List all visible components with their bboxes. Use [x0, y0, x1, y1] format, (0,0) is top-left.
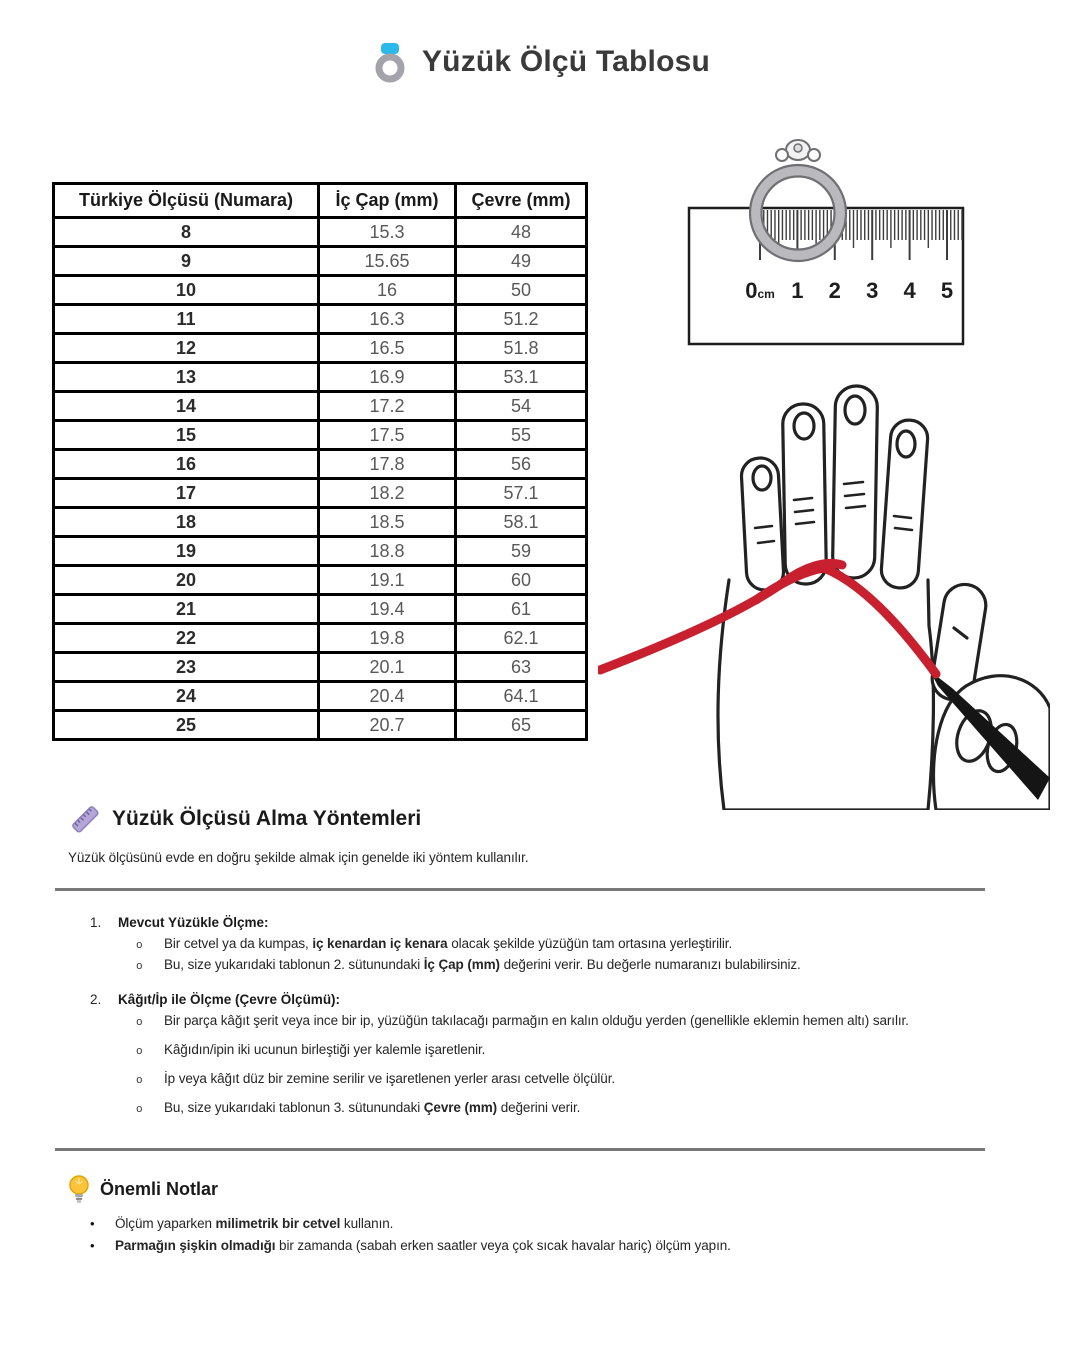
item-title: Mevcut Yüzükle Ölçme:: [118, 915, 269, 930]
item-number: 1.: [90, 915, 102, 930]
divider-line: [55, 1148, 985, 1151]
table-cell: 63: [456, 653, 587, 682]
bullet-text: Bu, size yukarıdaki tablonun 2. sütunundaki İç Çap (mm) değerini verir. Bu değerle numaranızı bulabilirsiniz.: [164, 957, 801, 972]
col-header-size: Türkiye Ölçüsü (Numara): [54, 184, 319, 218]
table-header-row: [54, 184, 587, 218]
page-title: Yüzük Ölçü Tablosu: [421, 45, 711, 78]
table-cell: 58.1: [456, 508, 587, 537]
methods-heading: [70, 804, 421, 834]
bullet-marker: o: [136, 1046, 143, 1058]
table-row: [54, 508, 587, 537]
table-cell: 14: [54, 392, 319, 421]
list-item: [136, 957, 1020, 973]
size-table-body: [54, 218, 587, 740]
table-cell: 64.1: [456, 682, 587, 711]
list-item: [136, 1100, 1020, 1116]
table-cell: 25: [54, 711, 319, 740]
table-cell: 51.8: [456, 334, 587, 363]
ruler-number: 4: [903, 278, 916, 303]
table-cell: 10: [54, 276, 319, 305]
table-cell: 16: [54, 450, 319, 479]
item-number: 2.: [90, 992, 102, 1007]
bullet-text: Bir parça kâğıt şerit veya ince bir ip, yüzüğün takılacağı parmağın en kalın olduğu yerden (genellikle eklemin hemen altı) sarılır.: [164, 1013, 909, 1028]
table-cell: 11: [54, 305, 319, 334]
hand-string-illustration: [598, 368, 1050, 810]
table-row: [54, 218, 587, 247]
table-cell: 60: [456, 566, 587, 595]
table-row: [54, 682, 587, 711]
table-cell: 17: [54, 479, 319, 508]
table-cell: 55: [456, 421, 587, 450]
bullet-text: İp veya kâğıt düz bir zemine serilir ve işaretlenen yerler arası cetvelle ölçülür.: [164, 1071, 616, 1086]
methods-intro: Yüzük ölçüsünü evde en doğru şekilde almak için genelde iki yöntem kullanılır.: [68, 850, 529, 865]
table-cell: 21: [54, 595, 319, 624]
table-cell: 20.1: [319, 653, 456, 682]
bullet-marker: o: [136, 1075, 143, 1087]
table-row: [54, 421, 587, 450]
table-row: [54, 450, 587, 479]
bullet-text: Parmağın şişkin olmadığı bir zamanda (sabah erken saatler veya çok sıcak havalar hariç) ölçüm yapın.: [115, 1238, 731, 1253]
table-row: [54, 566, 587, 595]
table-cell: 24: [54, 682, 319, 711]
table-cell: 13: [54, 363, 319, 392]
table-cell: 15.3: [319, 218, 456, 247]
item-2-bullets: [136, 1013, 1020, 1116]
ring-icon: [370, 40, 410, 84]
ruler-number: 1: [791, 278, 804, 303]
table-row: [54, 711, 587, 740]
table-row: [54, 537, 587, 566]
list-item: [90, 1216, 1020, 1231]
bullet-marker: o: [136, 1017, 143, 1029]
list-item: [136, 1013, 1020, 1029]
table-cell: 20: [54, 566, 319, 595]
table-cell: 18.2: [319, 479, 456, 508]
table-cell: 48: [456, 218, 587, 247]
table-cell: 65: [456, 711, 587, 740]
list-item: [136, 1071, 1020, 1087]
table-row: [54, 624, 587, 653]
table-cell: 20.4: [319, 682, 456, 711]
table-cell: 12: [54, 334, 319, 363]
table-cell: 51.2: [456, 305, 587, 334]
table-row: [54, 247, 587, 276]
ruler-number: 2: [828, 278, 841, 303]
table-cell: 8: [54, 218, 319, 247]
table-row: [54, 334, 587, 363]
list-item: [136, 936, 1020, 952]
table-cell: 54: [456, 392, 587, 421]
bullet-text: Bir cetvel ya da kumpas, iç kenardan iç kenara olacak şekilde yüzüğün tam ortasına yerleştirilir.: [164, 936, 733, 951]
ruler-icon: [70, 804, 100, 834]
table-cell: 18: [54, 508, 319, 537]
table-row: [54, 479, 587, 508]
table-cell: 16: [319, 276, 456, 305]
notes-heading: [68, 1174, 218, 1204]
table-cell: 9: [54, 247, 319, 276]
ruler-number: 5: [940, 278, 954, 303]
table-cell: 22: [54, 624, 319, 653]
table-cell: 53.1: [456, 363, 587, 392]
ring-size-table: [52, 182, 588, 741]
table-cell: 50: [456, 276, 587, 305]
bullet-marker: •: [90, 1216, 95, 1231]
table-cell: 19: [54, 537, 319, 566]
table-cell: 20.7: [319, 711, 456, 740]
table-cell: 23: [54, 653, 319, 682]
table-cell: 16.3: [319, 305, 456, 334]
ruler-number: 0cm: [745, 278, 775, 303]
item-title: Kâğıt/İp ile Ölçme (Çevre Ölçümü):: [118, 992, 341, 1007]
col-header-diameter: İç Çap (mm): [319, 184, 456, 218]
methods-heading-text: Yüzük Ölçüsü Alma Yöntemleri: [112, 807, 422, 830]
table-cell: 61: [456, 595, 587, 624]
table-cell: 16.5: [319, 334, 456, 363]
bullet-marker: o: [136, 961, 143, 973]
table-row: [54, 392, 587, 421]
table-row: [54, 363, 587, 392]
bullet-marker: o: [136, 1104, 143, 1116]
table-cell: 19.4: [319, 595, 456, 624]
table-row: [54, 276, 587, 305]
notes-list: [90, 1216, 1020, 1260]
table-cell: 19.1: [319, 566, 456, 595]
bullet-marker: •: [90, 1238, 95, 1253]
table-cell: 15.65: [319, 247, 456, 276]
table-cell: 16.9: [319, 363, 456, 392]
table-cell: 18.8: [319, 537, 456, 566]
table-cell: 17.5: [319, 421, 456, 450]
table-cell: 19.8: [319, 624, 456, 653]
list-item: [90, 1238, 1020, 1253]
table-row: [54, 305, 587, 334]
method-item-1: [90, 915, 1020, 978]
notes-heading-text: Önemli Notlar: [100, 1178, 219, 1199]
ruler-number: 3: [866, 278, 879, 303]
table-cell: 17.2: [319, 392, 456, 421]
table-cell: 62.1: [456, 624, 587, 653]
table-cell: 57.1: [456, 479, 587, 508]
table-row: [54, 595, 587, 624]
table-cell: 59: [456, 537, 587, 566]
list-item: [136, 1042, 1020, 1058]
divider-line: [55, 888, 985, 891]
table-cell: 56: [456, 450, 587, 479]
table-cell: 18.5: [319, 508, 456, 537]
table-cell: 15: [54, 421, 319, 450]
table-cell: 49: [456, 247, 587, 276]
page-header: [0, 40, 1080, 84]
bullet-text: Ölçüm yaparken milimetrik bir cetvel kullanın.: [115, 1216, 394, 1231]
ring-on-ruler-illustration: [670, 128, 980, 358]
ruler-body: [689, 208, 963, 344]
col-header-circumference: Çevre (mm): [456, 184, 587, 218]
palm-outline: [718, 580, 933, 810]
bullet-text: Kâğıdın/ipin iki ucunun birleştiği yer kalemle işaretlenir.: [164, 1042, 486, 1057]
table-cell: 17.8: [319, 450, 456, 479]
item-1-bullets: [136, 936, 1020, 973]
table-row: [54, 653, 587, 682]
bullet-marker: o: [136, 940, 143, 952]
method-item-2: [90, 992, 1020, 1129]
bullet-text: Bu, size yukarıdaki tablonun 3. sütunundaki Çevre (mm) değerini verir.: [164, 1100, 581, 1115]
lightbulb-icon: [68, 1174, 90, 1204]
